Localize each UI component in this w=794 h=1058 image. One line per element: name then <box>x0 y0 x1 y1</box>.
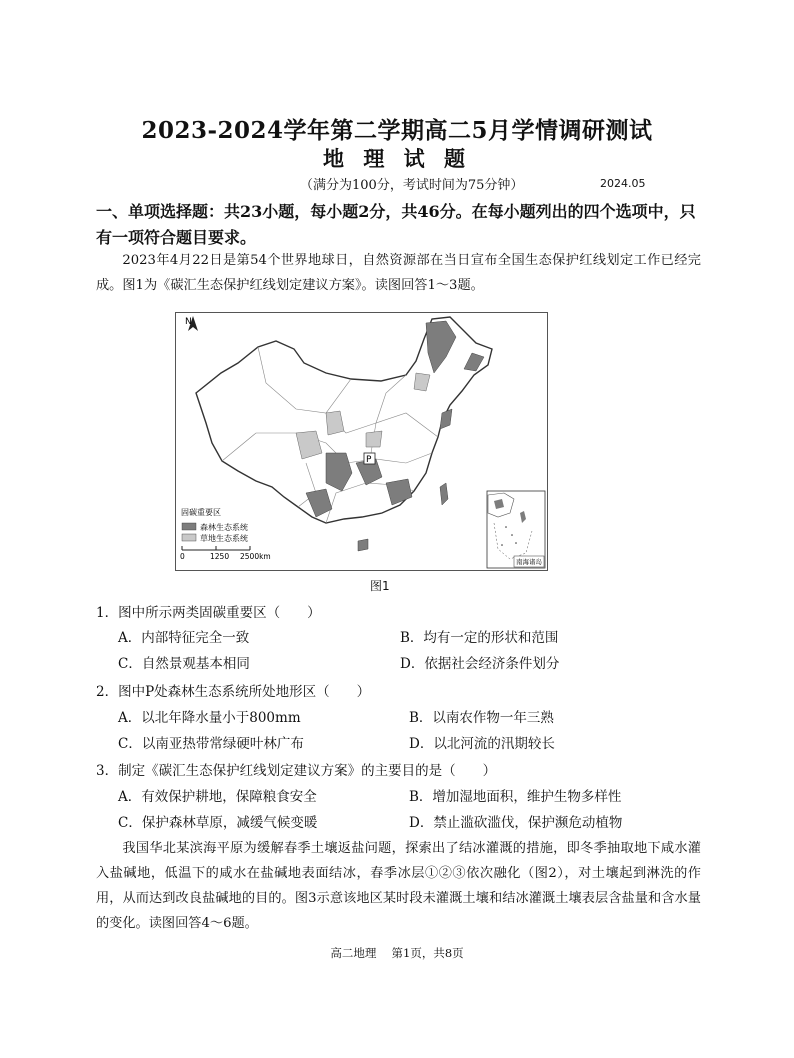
subject-title: 地 理 试 题 <box>323 146 471 171</box>
legend-title: 固碳重要区 <box>181 508 221 517</box>
question-3-option-c: C．保护森林草原，减缓气候变暖 <box>118 815 318 831</box>
question-1-option-a: A．内部特征完全一致 <box>118 630 250 646</box>
figure-caption: 图1 <box>370 579 390 593</box>
question-2-option-c: C．以南亚热带常绿硬叶林广布 <box>118 736 304 752</box>
exam-info: （满分为100分，考试时间为75分钟） <box>300 178 524 193</box>
question-3-option-a: A．有效保护耕地，保障粮食安全 <box>118 789 317 805</box>
question-2-stem: 2．图中P处森林生态系统所处地形区（ ） <box>96 684 371 700</box>
inset-label: 南海诸岛 <box>516 558 542 566</box>
question-3-option-b: B．增加湿地面积，维护生物多样性 <box>409 789 622 805</box>
question-1-option-c: C．自然景观基本相同 <box>118 656 250 672</box>
point-p-label: P <box>366 455 372 465</box>
page-footer: 高二地理 第1页，共8页 <box>330 946 464 960</box>
map-legend <box>180 507 271 561</box>
exam-date: 2024.05 <box>600 177 646 190</box>
question-1-option-b: B．均有一定的形状和范围 <box>400 630 559 646</box>
exam-title: 2023-2024学年第二学期高二5月学情调研测试 <box>141 117 653 144</box>
section-heading: 一、单项选择题：共23小题，每小题2分，共46分。在每小题列出的四个选项中，只有一项符合题目要求。 <box>96 202 696 247</box>
question-1-stem: 1．图中所示两类固碳重要区（ ） <box>96 605 321 621</box>
legend-grass: 草地生态系统 <box>200 534 248 543</box>
question-1-option-d: D．依据社会经济条件划分 <box>400 656 560 672</box>
scale-2500: 2500km <box>240 552 271 561</box>
china-carbon-map <box>175 312 548 571</box>
question-2-option-b: B．以南农作物一年三熟 <box>409 710 554 726</box>
question-2-option-d: D．以北河流的汛期较长 <box>409 736 555 752</box>
passage-2: 我国华北某滨海平原为缓解春季土壤返盐问题，探索出了结冰灌溉的措施，即冬季抽取地下咸水灌入盐碱地，低温下的咸水在盐碱地表面结冰，春季冰层①②③依次融化（图2），对土壤起到淋洗的作用，从而达到改良盐碱地的目的。图3示意该地区某时段未灌溉土壤和结冰灌溉土壤表层含盐量和含水量的变化。读图回答4～6题。 <box>96 841 701 931</box>
scale-0: 0 <box>180 552 185 561</box>
question-3-option-d: D．禁止滥砍滥伐，保护濒危动植物 <box>409 815 623 831</box>
passage-1: 2023年4月22日是第54个世界地球日，自然资源部在当日宣布全国生态保护红线划定工作已经完成。图1为《碳汇生态保护红线划定建议方案》。读图回答1～3题。 <box>96 253 701 293</box>
scale-1250: 1250 <box>210 552 230 561</box>
north-label: N <box>185 317 192 327</box>
question-3-stem: 3．制定《碳汇生态保护红线划定建议方案》的主要目的是（ ） <box>96 763 497 779</box>
legend-forest: 森林生态系统 <box>200 523 248 532</box>
south-sea-inset <box>487 491 545 568</box>
question-2-option-a: A．以北年降水量小于800mm <box>118 710 301 726</box>
